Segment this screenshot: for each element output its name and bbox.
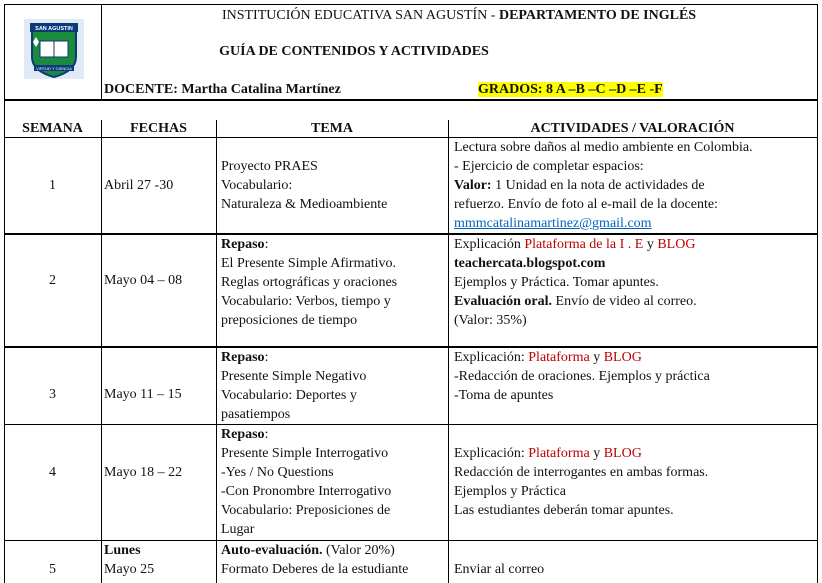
header-title-line bbox=[104, 6, 814, 25]
tema-line: Lugar bbox=[221, 522, 255, 537]
column-divider-2 bbox=[216, 120, 217, 583]
tema-line: Reglas ortográficas y oraciones bbox=[221, 275, 398, 290]
row3-actividades bbox=[454, 348, 816, 405]
act-line: refuerzo. Envío de foto al e-mail de la docente: bbox=[454, 197, 718, 212]
fecha-date: Mayo 25 bbox=[104, 562, 155, 577]
tema-line: Vocabulario: Preposiciones de bbox=[221, 503, 391, 518]
teacher-name: DOCENTE: Martha Catalina Martínez bbox=[104, 82, 341, 97]
repaso-label: Repaso bbox=[221, 350, 265, 365]
tema-line: Presente Simple Interrogativo bbox=[221, 446, 389, 461]
repaso-colon: : bbox=[264, 350, 269, 365]
row5-fecha bbox=[104, 541, 154, 579]
logo-text-top: SAN AGUSTIN bbox=[35, 26, 73, 32]
act-line bbox=[454, 176, 816, 195]
tema-line: preposiciones de tiempo bbox=[221, 313, 358, 328]
tema-line: Vocabulario: Deportes y bbox=[221, 388, 357, 403]
header-divider bbox=[4, 99, 818, 101]
valor-text: 1 Unidad en la nota de actividades de bbox=[491, 178, 705, 193]
grades-highlight: GRADOS: 8 A –B –C –D –E -F bbox=[478, 82, 663, 97]
tema-line: Formato Deberes de la estudiante bbox=[221, 562, 409, 577]
explicacion-label: Explicación bbox=[454, 237, 525, 252]
guide-title: GUÍA DE CONTENIDOS Y ACTIVIDADES bbox=[219, 44, 489, 59]
tema-line: Vocabulario: Verbos, tiempo y bbox=[221, 294, 391, 309]
tema-line: Naturaleza & Medioambiente bbox=[221, 197, 388, 212]
logo-text-bottom: VIRTUD Y CIENCIA bbox=[36, 66, 72, 71]
act-line: Ejemplos y Práctica. Tomar apuntes. bbox=[454, 275, 659, 290]
row4-semana: 4 bbox=[49, 465, 56, 480]
row2-fecha: Mayo 04 – 08 bbox=[104, 273, 183, 288]
platform-link[interactable]: Plataforma bbox=[528, 446, 590, 461]
row1-semana: 1 bbox=[49, 178, 56, 193]
repaso-colon: : bbox=[264, 427, 269, 442]
blog-link[interactable]: BLOG bbox=[603, 350, 642, 365]
row5-actividades: Enviar al correo bbox=[454, 562, 545, 577]
row4-fecha: Mayo 18 – 22 bbox=[104, 465, 183, 480]
column-divider-3 bbox=[448, 120, 449, 583]
act-line: Las estudiantes deberán tomar apuntes. bbox=[454, 503, 674, 518]
tema-line: Presente Simple Negativo bbox=[221, 369, 367, 384]
tema-line: pasatiempos bbox=[221, 407, 291, 422]
repaso-label: Repaso bbox=[221, 427, 265, 442]
row4-tema bbox=[221, 425, 446, 539]
logo-cell-border bbox=[101, 4, 102, 100]
table-border-top bbox=[4, 4, 818, 5]
blog-link[interactable]: BLOG bbox=[603, 446, 642, 461]
act-line: - Ejercicio de completar espacios: bbox=[454, 159, 644, 174]
act-line: Lectura sobre daños al medio ambiente en Colombia. bbox=[454, 140, 753, 155]
row1-actividades bbox=[454, 138, 816, 233]
department-name: DEPARTAMENTO DE INGLÉS bbox=[498, 8, 697, 23]
valor-label: Valor: bbox=[454, 178, 492, 193]
evaluacion-text: Envío de video al correo. bbox=[552, 294, 697, 309]
repaso-colon: : bbox=[264, 237, 269, 252]
row3-tema bbox=[221, 348, 446, 424]
row2-semana: 2 bbox=[49, 273, 56, 288]
grades-label bbox=[478, 80, 663, 99]
tema-line: El Presente Simple Afirmativo. bbox=[221, 256, 396, 271]
table-border-left bbox=[4, 4, 5, 583]
column-header-fechas: FECHAS bbox=[130, 121, 187, 136]
evaluacion-label: Evaluación oral. bbox=[454, 294, 553, 309]
institution-name: INSTITUCIÓN EDUCATIVA SAN AGUSTÍN bbox=[221, 8, 488, 23]
and-text: y bbox=[589, 350, 604, 365]
blog-url: teachercata.blogspot.com bbox=[454, 256, 606, 271]
school-logo bbox=[24, 19, 84, 79]
column-header-semana: SEMANA bbox=[22, 121, 83, 136]
act-line: (Valor: 35%) bbox=[454, 313, 527, 328]
tema-line: -Yes / No Questions bbox=[221, 465, 334, 480]
row1-tema bbox=[221, 157, 446, 214]
column-header-actividades: ACTIVIDADES / VALORACIÓN bbox=[530, 121, 735, 136]
act-line: -Toma de apuntes bbox=[454, 388, 554, 403]
tema-line: Proyecto PRAES bbox=[221, 159, 318, 174]
and-text: y bbox=[643, 237, 658, 252]
autoevaluacion-value: (Valor 20%) bbox=[322, 543, 395, 558]
autoevaluacion-label: Auto-evaluación. bbox=[221, 543, 323, 558]
column-header-tema: TEMA bbox=[311, 121, 353, 136]
tema-line: Vocabulario: bbox=[221, 178, 293, 193]
act-line: Redacción de interrogantes en ambas formas. bbox=[454, 465, 709, 480]
platform-link[interactable]: Plataforma bbox=[528, 350, 590, 365]
platform-link[interactable]: Plataforma de la I . E bbox=[524, 237, 644, 252]
row1-fecha: Abril 27 -30 bbox=[104, 178, 174, 193]
row5-tema bbox=[221, 541, 446, 579]
row2-tema bbox=[221, 235, 446, 330]
act-line: -Redacción de oraciones. Ejemplos y práctica bbox=[454, 369, 710, 384]
row2-actividades bbox=[454, 235, 816, 330]
act-line: Ejemplos y Práctica bbox=[454, 484, 566, 499]
repaso-label: Repaso bbox=[221, 237, 265, 252]
table-border-right bbox=[817, 4, 818, 583]
row4-actividades bbox=[454, 444, 816, 520]
blog-link[interactable]: BLOG bbox=[657, 237, 696, 252]
column-divider-1 bbox=[101, 120, 102, 583]
and-text: y bbox=[589, 446, 604, 461]
row3-fecha: Mayo 11 – 15 bbox=[104, 387, 182, 402]
header-separator: - bbox=[487, 8, 499, 23]
row5-semana: 5 bbox=[49, 562, 56, 577]
email-link[interactable]: mmmcatalinamartinez@gmail.com bbox=[454, 216, 652, 231]
row3-semana: 3 bbox=[49, 387, 56, 402]
explicacion-label: Explicación: bbox=[454, 350, 529, 365]
tema-line: -Con Pronombre Interrogativo bbox=[221, 484, 392, 499]
explicacion-label: Explicación: bbox=[454, 446, 529, 461]
fecha-day: Lunes bbox=[104, 543, 141, 558]
